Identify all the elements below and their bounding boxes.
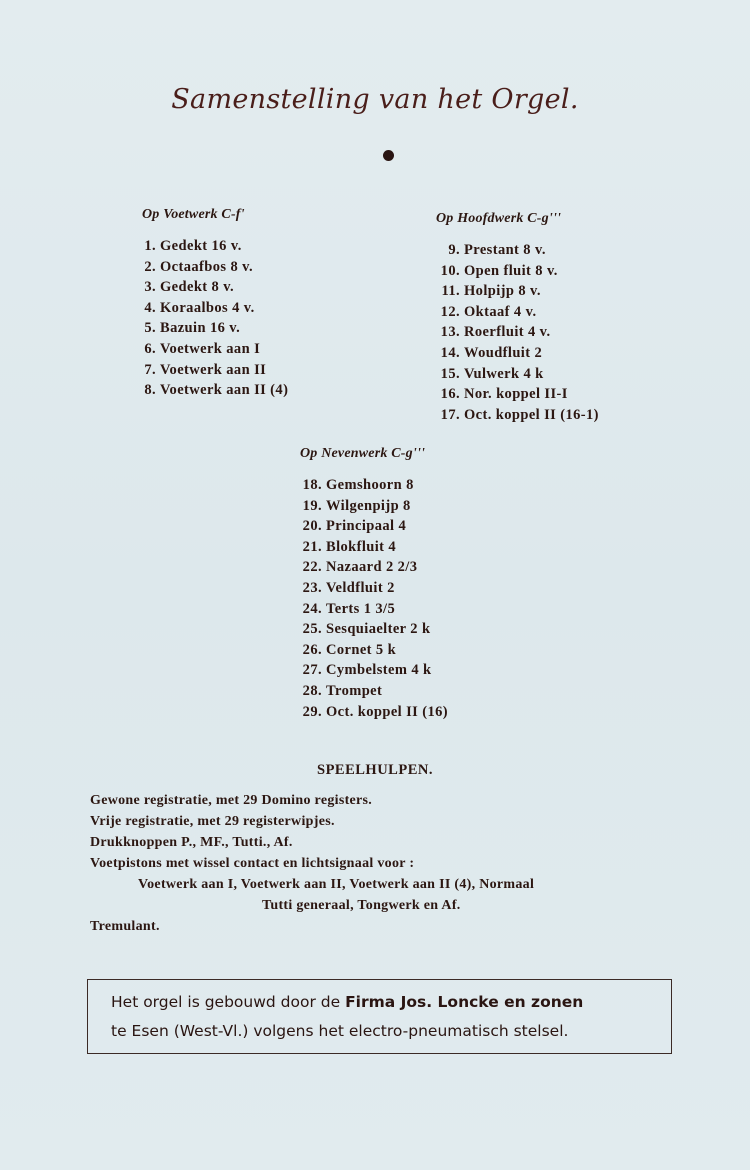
list-item [300, 475, 448, 496]
item-number: 11. [441, 283, 460, 300]
item-label: Gedekt 8 v. [160, 279, 235, 296]
speelhulpen-line: Voetwerk aan I, Voetwerk aan II, Voetwerk aan II (4), Normaal [138, 877, 535, 892]
list-item [436, 364, 599, 385]
list-item [300, 496, 448, 517]
list-item [142, 257, 288, 278]
bullet-ornament [383, 150, 394, 161]
list-item [300, 640, 448, 661]
list-item [300, 537, 448, 558]
voetwerk-list [142, 236, 288, 401]
item-label: Voetwerk aan I [160, 340, 261, 357]
list-item [436, 343, 599, 364]
nevenwerk-list [300, 475, 448, 722]
item-number: 2. [144, 258, 156, 275]
item-label: Cymbelstem 4 k [326, 662, 432, 679]
item-number: 7. [144, 361, 156, 378]
item-label: Wilgenpijp 8 [326, 497, 411, 514]
list-item [142, 360, 288, 381]
item-number: 10. [440, 262, 460, 279]
speelhulpen-line: Voetpistons met wissel contact en lichtsignaal voor : [90, 856, 415, 871]
list-item [300, 702, 448, 723]
list-item [142, 236, 288, 257]
page-title: Samenstelling van het Orgel. [171, 84, 579, 115]
item-number: 13. [440, 324, 460, 341]
speelhulpen-heading: SPEELHULPEN. [317, 762, 433, 778]
item-label: Oktaaf 4 v. [464, 303, 537, 320]
list-item [300, 599, 448, 620]
speelhulpen-line: Drukknoppen P., MF., Tutti., Af. [90, 835, 293, 850]
item-number: 5. [144, 320, 156, 337]
speelhulpen-line: Gewone registratie, met 29 Domino registers. [90, 793, 373, 808]
item-number: 1. [144, 238, 156, 254]
list-item [300, 557, 448, 578]
item-number: 26. [302, 641, 322, 658]
item-number: 16. [440, 386, 460, 403]
voetwerk-heading: Op Voetwerk C-f' [142, 207, 245, 222]
item-number: 9. [448, 242, 460, 258]
item-label: Blokfluit 4 [326, 538, 397, 555]
item-number: 18. [302, 477, 322, 493]
builder-line-1 [111, 993, 656, 1011]
item-label: Nor. koppel II-I [464, 386, 568, 403]
list-item [142, 380, 288, 401]
list-item [300, 681, 448, 702]
list-item [436, 384, 599, 405]
hoofdwerk-section [436, 211, 599, 425]
item-label: Gemshoorn 8 [326, 477, 414, 493]
item-label: Principaal 4 [326, 518, 407, 535]
list-item [436, 322, 599, 343]
item-number: 4. [144, 299, 156, 316]
builder-firm-name: Firma Jos. Loncke en zonen [345, 993, 584, 1011]
item-label: Veldfluit 2 [326, 579, 395, 596]
item-number: 28. [302, 682, 322, 699]
item-label: Woudfluit 2 [464, 344, 543, 361]
item-label: Holpijp 8 v. [464, 283, 541, 300]
speelhulpen-line: Tutti generaal, Tongwerk en Af. [262, 898, 461, 913]
list-item [142, 298, 288, 319]
item-number: 23. [302, 579, 322, 596]
list-item [436, 240, 599, 261]
list-item [300, 578, 448, 599]
item-label: Nazaard 2 2/3 [326, 559, 418, 576]
item-label: Voetwerk aan II (4) [160, 382, 289, 399]
item-label: Prestant 8 v. [464, 242, 546, 258]
nevenwerk-section [300, 446, 448, 722]
voetwerk-section [142, 207, 288, 401]
item-number: 24. [302, 600, 322, 617]
hoofdwerk-heading: Op Hoofdwerk C-g''' [436, 211, 562, 226]
list-item [300, 619, 448, 640]
speelhulpen-line: Vrije registratie, met 29 registerwipjes. [90, 814, 335, 829]
list-item [436, 261, 599, 282]
nevenwerk-heading: Op Nevenwerk C-g''' [300, 446, 426, 461]
item-number: 8. [144, 382, 156, 399]
item-label: Oct. koppel II (16) [326, 703, 448, 720]
item-number: 20. [302, 518, 322, 535]
item-label: Gedekt 16 v. [160, 238, 242, 254]
builder-box [87, 979, 672, 1054]
item-number: 6. [144, 340, 156, 357]
item-label: Terts 1 3/5 [326, 600, 396, 617]
item-number: 22. [302, 559, 322, 576]
item-label: Roerfluit 4 v. [464, 324, 551, 341]
builder-line-2: te Esen (West-Vl.) volgens het electro-pneumatisch stelsel. [111, 1022, 569, 1040]
item-label: Cornet 5 k [326, 641, 397, 658]
item-label: Koraalbos 4 v. [160, 299, 255, 316]
item-label: Sesquiaelter 2 k [326, 621, 431, 638]
item-label: Octaafbos 8 v. [160, 258, 254, 275]
item-number: 14. [440, 344, 460, 361]
list-item [436, 405, 599, 426]
item-number: 29. [302, 703, 322, 720]
list-item [300, 660, 448, 681]
item-number: 19. [302, 497, 322, 514]
item-number: 17. [440, 406, 460, 423]
list-item [142, 318, 288, 339]
item-number: 25. [302, 621, 322, 638]
item-number: 15. [440, 365, 460, 382]
list-item [142, 277, 288, 298]
item-number: 27. [302, 662, 322, 679]
list-item [300, 516, 448, 537]
item-number: 21. [302, 538, 322, 555]
hoofdwerk-list [436, 240, 599, 425]
item-label: Vulwerk 4 k [464, 365, 544, 382]
item-label: Voetwerk aan II [160, 361, 267, 378]
list-item [436, 302, 599, 323]
item-label: Bazuin 16 v. [160, 320, 241, 337]
item-label: Oct. koppel II (16-1) [464, 406, 599, 423]
list-item [436, 281, 599, 302]
item-number: 12. [440, 303, 460, 320]
item-number: 3. [144, 279, 156, 296]
item-label: Trompet [326, 682, 383, 699]
speelhulpen-section [90, 790, 650, 937]
item-label: Open fluit 8 v. [464, 262, 558, 279]
speelhulpen-line: Tremulant. [90, 919, 160, 934]
list-item [142, 339, 288, 360]
builder-text: Het orgel is gebouwd door de [111, 993, 346, 1011]
